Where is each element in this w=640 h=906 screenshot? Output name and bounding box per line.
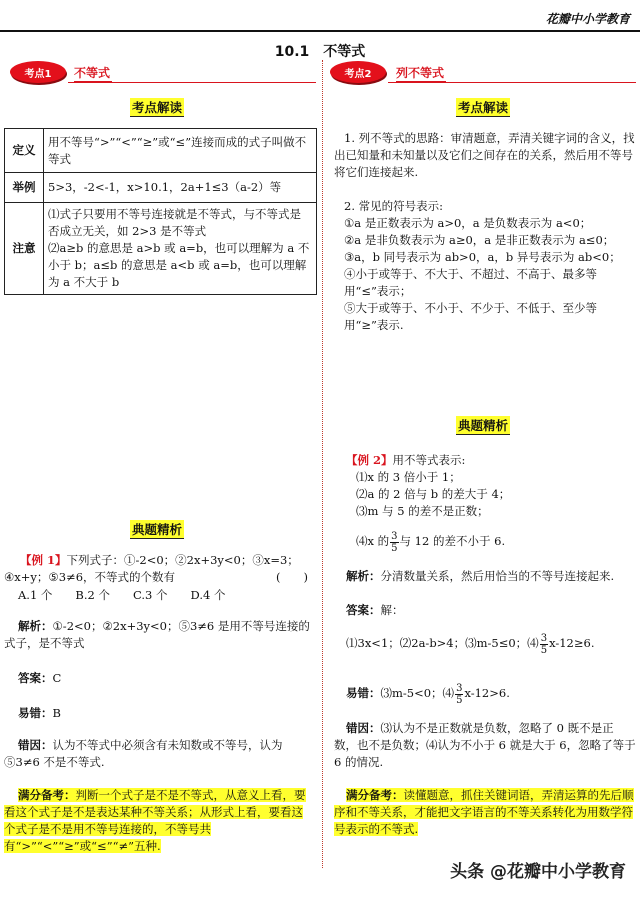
example-1-line1	[20, 552, 312, 569]
principle-paragraph: 1. 列不等式的思路：审清题意，弄清关键字词的含义，找出已知量和未知量以及它们之间存在的关系，然后用不等号将它们连接起来.	[334, 131, 635, 179]
topic-underline-right	[388, 82, 636, 83]
answer-line-post: x-12≥6.	[549, 636, 595, 650]
answer-line-pre: ⑴3x<1；⑵2a-b>4；⑶m-5≤0；⑷	[346, 636, 539, 650]
answer-left	[18, 670, 61, 687]
example-2-intro	[346, 452, 636, 469]
fraction-numerator: 3	[540, 632, 548, 644]
wrong-value: B	[52, 706, 61, 720]
example-2-tag: 【例 2】	[346, 453, 393, 467]
fraction-numerator: 3	[456, 682, 463, 694]
tip-right	[334, 787, 636, 838]
tip-left	[4, 787, 310, 855]
topic-label-right: 列不等式	[396, 66, 445, 80]
examples-head-right: 典题精析	[458, 418, 509, 433]
header-rule	[0, 30, 640, 32]
analysis-label: 解析：	[18, 619, 53, 633]
symbol-item: ③a，b 同号表示为 ab>0，a，b 异号表示为 ab<0；	[344, 250, 621, 264]
tip-text: 判断一个式子是不是不等式，从意义上看，要看这个式子是不是表达某种不等关系；从形式上看，要看这个式子是不是用不等号连接的，不等号共有“>”“<”“≥”或“≤”“≠”五种.	[4, 788, 306, 853]
example-1-tag: 【例 1】	[20, 553, 67, 567]
answer-right	[346, 602, 404, 619]
symbol-item: ⑤大于或等于、不小于、不少于、不低于、至少等用“≥”表示.	[344, 301, 597, 332]
cause-text: ⑶认为不是正数就是负数，忽略了 0 既不是正数，也不是负数；⑷认为不小于 6 就是大于 6，忽略了等于 6 的情况.	[334, 721, 636, 769]
analysis-left	[4, 618, 310, 652]
row-text: 5>3，-2<-1，x>10.1，2a+1≤3（a-2）等	[44, 173, 317, 203]
fraction-3-5	[455, 683, 463, 706]
example-2-item: ⑵a 的 2 倍与 b 的差大于 4；	[356, 487, 511, 501]
examples-head-left: 典题精析	[132, 522, 183, 537]
cause-right	[334, 720, 636, 771]
column-divider	[322, 60, 323, 868]
row-text: ⑴式子只要用不等号连接就是不等式，与不等式是否成立无关，如 2>3 是不等式 ⑵a≥b 的意思是 a>b 或 a=b，也可以理解为 a 不小于 b；a≤b 的意思是 a<b 或 a=b，也可以理解为 a 不大于 b	[44, 203, 317, 295]
fraction-3-5	[390, 531, 398, 554]
analysis-text: ①-2<0；②2x+3y<0；⑤3≠6 是用不等号连接的式子，是不等式	[4, 619, 310, 650]
analysis-right	[346, 568, 636, 585]
row-label: 注意	[5, 203, 44, 295]
table-row	[5, 173, 317, 203]
example-1-paren: ( )	[276, 570, 308, 584]
topic-underline-left	[68, 82, 316, 83]
symbol-item: ④小于或等于、不大于、不超过、不高于、最多等用“≤”表示；	[344, 267, 597, 298]
cause-label: 错因：	[346, 721, 381, 735]
example-2-item: ⑶m 与 5 的差不是正数；	[356, 504, 489, 518]
badge-kaodian-1: 考点1	[10, 61, 66, 83]
tip-label: 满分备考：	[346, 788, 404, 802]
example-1-text1: 下列式子：①-2<0；②2x+3y<0；③x=3；	[66, 553, 299, 567]
cause-label: 错因：	[18, 738, 53, 752]
cause-left	[4, 737, 310, 771]
example-1-line2: ④x+y；⑤3≠6，不等式的个数有	[4, 570, 176, 584]
example-2-item4-pre: ⑷x 的	[356, 534, 390, 548]
fraction-3-5	[540, 633, 548, 656]
badge-kaodian-2: 考点2	[330, 61, 386, 83]
example-2-item-4	[356, 528, 505, 554]
row-label: 定义	[5, 129, 44, 173]
analysis-text: 分清数量关系，然后用恰当的不等号连接起来.	[380, 569, 615, 583]
fraction-numerator: 3	[391, 530, 398, 542]
reading-head-left: 考点解读	[132, 100, 183, 115]
example-2-item4-post: 与 12 的差不小于 6.	[399, 534, 506, 548]
tip-text: 读懂题意，抓住关键词语，弄清运算的先后顺序和不等关系，才能把文字语言的不等关系转化为用数学符号表示的不等式.	[334, 788, 634, 836]
wrong-label: 易错：	[18, 706, 53, 720]
symbol-item: ①a 是正数表示为 a>0，a 是负数表示为 a<0；	[344, 216, 592, 230]
answer-value: C	[52, 671, 62, 685]
analysis-label: 解析：	[346, 569, 381, 583]
wrong-pre: ⑶m-5<0；⑷	[380, 686, 455, 700]
answer-label: 答案：	[18, 671, 53, 685]
reading-head-right: 考点解读	[458, 100, 509, 115]
cause-text: 认为不等式中必须含有未知数或不等号，认为⑤3≠6 不是不等式.	[4, 738, 283, 769]
definition-table	[4, 128, 317, 295]
brand-header: 花瓣中小学教育	[545, 12, 630, 26]
fraction-denominator: 5	[456, 694, 463, 706]
answer-suffix: 解：	[380, 603, 404, 617]
symbols-title: 2. 常见的符号表示:	[344, 199, 444, 213]
tip-label: 满分备考：	[18, 788, 76, 802]
topic-label-left: 不等式	[74, 66, 111, 80]
example-1-options: A.1 个 B.2 个 C.3 个 D.4 个	[18, 588, 226, 602]
table-row	[5, 129, 317, 173]
row-label: 举例	[5, 173, 44, 203]
example-2-intro-text: 用不等式表示:	[392, 453, 466, 467]
answer-label: 答案：	[346, 603, 381, 617]
row-text: 用不等号“>”“<”“≥”或“≤”连接而成的式子叫做不等式	[44, 129, 317, 173]
wrong-left	[18, 705, 61, 722]
fraction-denominator: 5	[391, 542, 398, 554]
answer-line-right	[346, 630, 594, 656]
example-2-item: ⑴x 的 3 倍小于 1；	[356, 470, 461, 484]
wrong-label: 易错：	[346, 686, 381, 700]
fraction-denominator: 5	[540, 644, 548, 656]
watermark-text: 头条 @花瓣中小学教育	[450, 862, 626, 882]
symbol-item: ②a 是非负数表示为 a≥0，a 是非正数表示为 a≤0；	[344, 233, 615, 247]
page-title: 10.1 不等式	[274, 44, 366, 60]
wrong-post: x-12>6.	[464, 686, 510, 700]
wrong-right	[346, 680, 510, 706]
table-row	[5, 203, 317, 295]
